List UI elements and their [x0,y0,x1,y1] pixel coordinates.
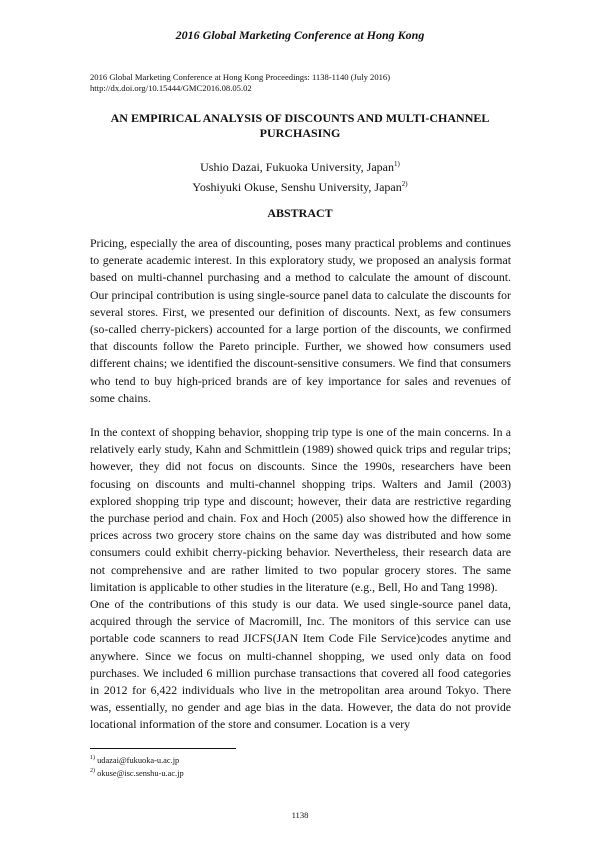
footnotes [90,753,390,779]
body-paragraph-3: One of the contributions of this study is our data. We used single-source panel data, acquired through the service of Macromill, Inc. The monitors of this service can use portable code scanners to read JICFS(JAN Item Code File Service)codes anytime and anywhere. Since we focus on multi-channel shopping, we used only data on food purchases. We included 6 million purchase transactions that covered all food categories in 2012 for 6,422 individuals who live in the metropolitan area around Tokyo. There was, essentially, no gender and age bias in the data. However, the data do not provide locational information of the store and consumer. Location is a very [90,597,511,732]
body-paragraph-1: Pricing, especially the area of discounting, poses many practical problems and continues to generate academic interest. In this exploratory study, we proposed an analysis format based on multi-channel purchasing and a method to calculate the amount of discount. Our principal contribution is using single-source panel data to calculate the discounts for several stores. First, we presented our definition of discounts. Next, as few consumers (so-called cherry-pickers) accounted for a large portion of the discounts, we confirmed that discounts follow the Pareto principle. Further, we showed how consumers used different chains; we identified the discount-sensitive consumers. We find that consumers who tend to buy high-priced brands are of key importance for sales and revenues of some chains. [90,236,511,405]
author-list [90,156,510,196]
footnote-mark: 1) [394,160,400,168]
running-header: 2016 Global Marketing Conference at Hong Kong [175,28,425,42]
paper-title [90,111,510,141]
author-2 [90,176,510,196]
footnote-divider [90,748,236,749]
footnote-email[interactable]: okuse@isc.senshu-u.ac.jp [95,768,184,778]
footnote-mark: 2) [401,180,408,188]
title-line-1: AN EMPIRICAL ANALYSIS OF DISCOUNTS AND MULTI-CHANNEL [110,111,490,125]
footnote-2 [90,766,390,779]
abstract-heading: ABSTRACT [267,206,333,220]
author-name: Ushio Dazai, Fukuoka University, Japan [200,160,394,174]
doi-link[interactable]: http://dx.doi.org/10.15444/GMC2016.08.05.02 [90,83,252,93]
footnote-mark: 1) [90,755,95,761]
body-paragraph-2: In the context of shopping behavior, shopping trip type is one of the main concerns. In a relatively early study, Kahn and Schmittlein (1989) showed quick trips and regular trips; however, they did not focus on discounts. Since the 1990s, researchers have been focusing on discounts and multi-channel shopping trips. Walters and Jamil (2003) explored shopping trip type and discount; however, their data are restrictive regarding the purchase period and chain. Fox and Hoch (2005) also showed how the difference in prices across two grocery store chains on the same day was distributed and how some consumers could exhibit cherry-picking behavior. Nevertheless, their research data are not comprehensive and are rather limited to two popular grocery stores. The same limitation is applicable to other studies in the literature (e.g., Bell, Ho and Tang 1998). [90,425,511,594]
proceedings-line: 2016 Global Marketing Conference at Hong Kong Proceedings: 1138-1140 (July 2016) [90,72,391,82]
page-number: 1138 [291,810,309,820]
proceedings-citation [90,72,510,94]
footnote-mark: 2) [90,767,95,774]
author-name: Yoshiyuki Okuse, Senshu University, Japan [192,180,402,194]
author-1 [90,156,510,176]
footnote-email[interactable]: udazai@fukuoka-u.ac.jp [95,755,180,765]
footnote-1 [90,753,390,766]
title-line-2: PURCHASING [259,126,341,140]
